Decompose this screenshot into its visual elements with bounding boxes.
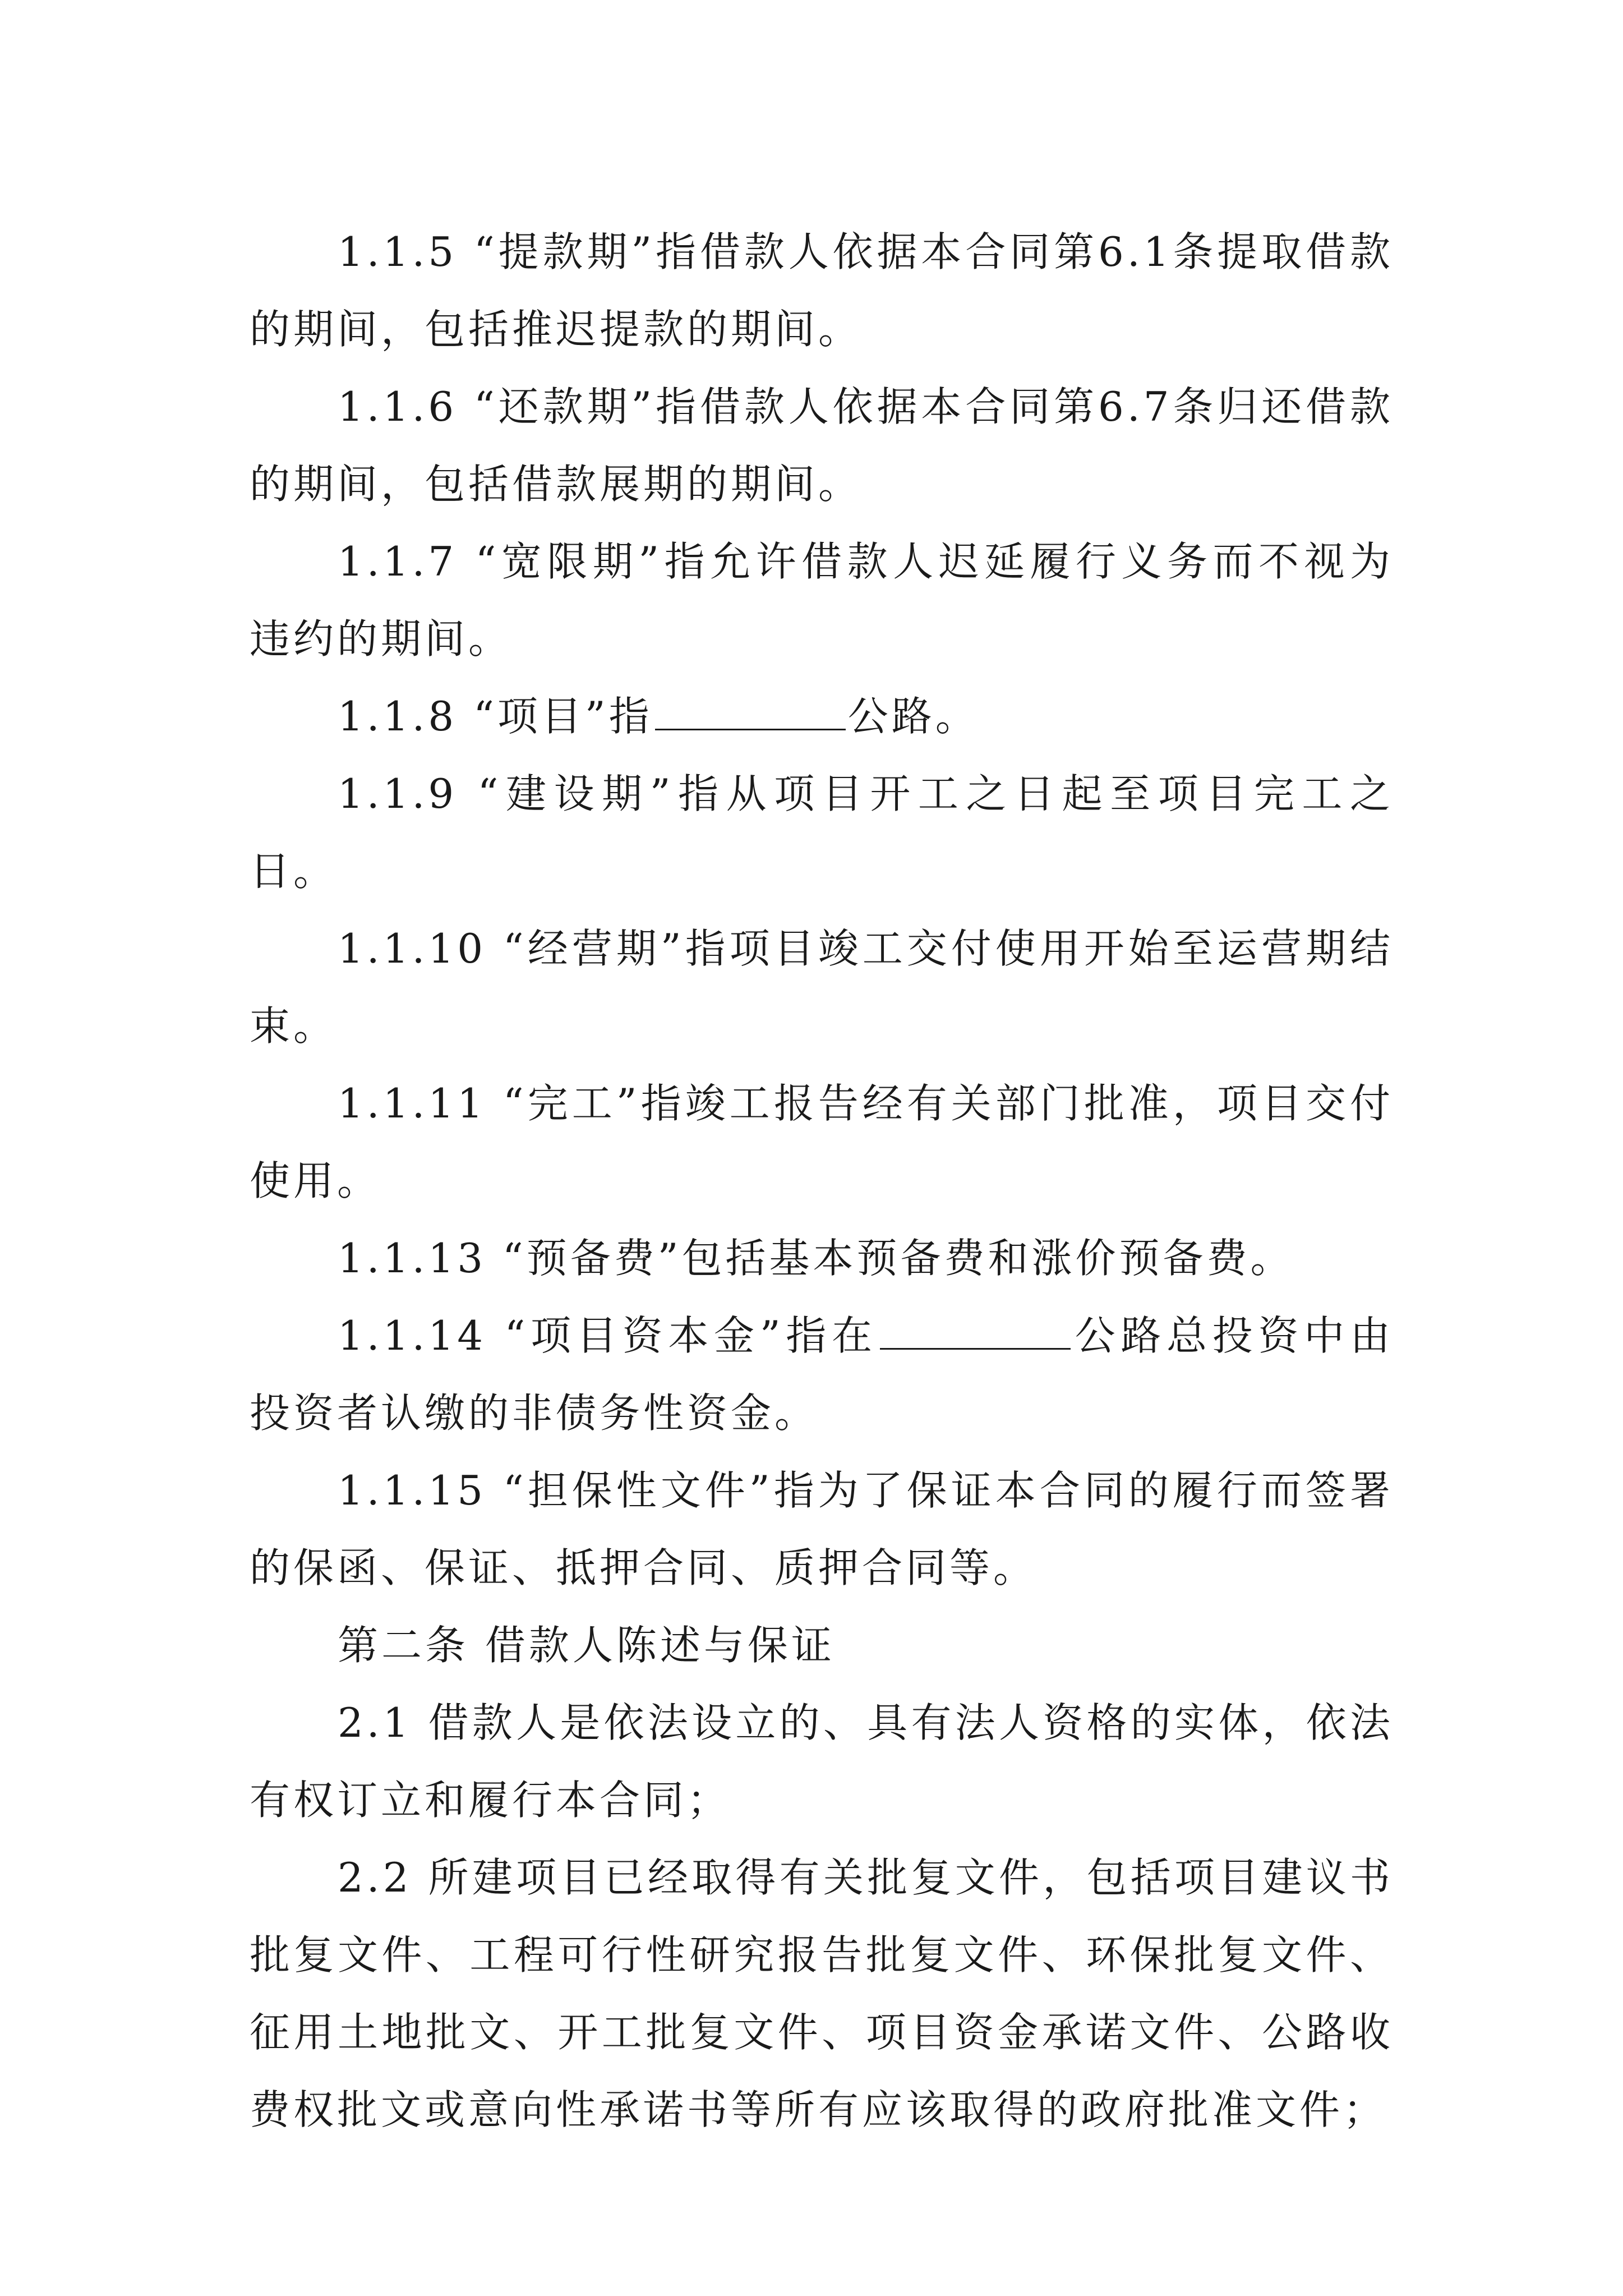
clause-1-1-8 [250,678,1394,755]
clause-1-1-6: 1.1.6 “还款期”指借款人依据本合同第6.7条归还借款的期间，包括借款展期的期间。 [250,383,1394,508]
clause-1-1-14-lead: 1.1.14 “项目资本金”指在 [338,1312,878,1359]
clause-2-2: 2.2 所建项目已经取得有关批复文件，包括项目建议书批复文件、工程可行性研究报告批复文件、环保批复文件、征用土地批文、开工批复文件、项目资金承诺文件、公路收费权批文或意向性承诺书等所有应该取得的政府批准文件； [250,1854,1394,2133]
clause-1-1-8-lead: 1.1.8 “项目”指 [338,693,653,740]
clause-1-1-8-tail: 公路。 [847,693,979,740]
clause-1-1-13: 1.1.13 “预备费”包括基本预备费和涨价预备费。 [338,1235,1294,1282]
clause-1-1-14 [250,1297,1394,1452]
clause-1-1-15: 1.1.15 “担保性文件”指为了保证本合同的履行而签署的保函、保证、抵押合同、质押合同等。 [250,1467,1394,1591]
clause-1-1-7: 1.1.7 “宽限期”指允许借款人迟延履行义务而不视为违约的期间。 [250,538,1394,662]
clause-1-1-10: 1.1.10 “经营期”指项目竣工交付使用开始至运营期结束。 [250,925,1394,1050]
clause-1-1-11: 1.1.11 “完工”指竣工报告经有关部门批准，项目交付使用。 [250,1080,1394,1204]
article-2-heading: 第二条 借款人陈述与保证 [338,1622,835,1669]
clause-1-1-9: 1.1.9 “建设期”指从项目开工之日起至项目完工之日。 [250,770,1394,895]
clause-1-1-14-tail: 公路总投资中由投资者认缴的非债务性资金。 [250,1312,1394,1437]
document-body [250,213,1394,2148]
fill-in-blank-project-name [655,695,846,730]
fill-in-blank-road-name [880,1314,1071,1350]
clause-1-1-5: 1.1.5 “提款期”指借款人依据本合同第6.1条提取借款的期间，包括推迟提款的期间。 [250,228,1394,353]
clause-2-1: 2.1 借款人是依法设立的、具有法人资格的实体，依法有权订立和履行本合同； [250,1699,1394,1824]
